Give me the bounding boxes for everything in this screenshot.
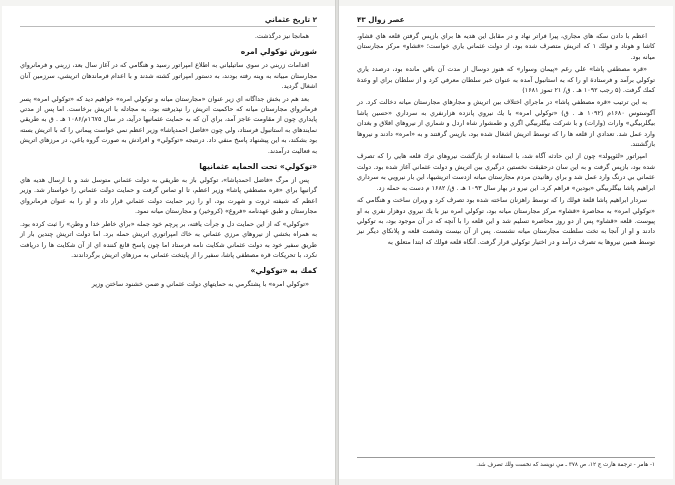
paragraph: «توكولي امره» با پشتگرمي به حمايتهاي دولت عثماني و ضمن خشنود ساختن وزير (91, 280, 309, 289)
paragraph: «قره مصطفي پاشا» علي رغم «پيمان وسوار» كه هنوز دوسال از مدت آن باقي مانده بود، درصدد ياري توكولي برآمد و فرستادة او را كه به استانبول آمده به عنوان خبر سلطان معرفي كرد و از سلطان براي او وعدة كمك گرفت. (۵ رجب ١٠٩٢ هـ . ق/ ٢١ تموز ١۶٨١) (357, 65, 655, 95)
paragraph: اقدامات زربني در سوي ساتيلياني به اطلاع امپراتور رسيد و هنگامي كه در آغاز سال بعد، زربني و فرمانرواي مجارستان مبيانه به وينه رفته بودند، به دستور امپراتور كشته شدند و با اعدام فرماندهان اتريشي، سرزمين آنان اشغال گرديد. (20, 61, 317, 91)
left-page-body (20, 31, 317, 290)
paragraph: امپراتور «لئوپولد» چون از اين حادثه آگاه شد، با استفاده از بازگشت نيروهاي ترك قلعه هايي را كه تصرف شده بود، بازپس گرفت و به اين سان درحقيقت نخستين درگيري بين اتريش و دولت عثماني آغاز شده بود. دولت عثماني بي درنگ وارد عمل شد و براي رهانيدن مردم مجارستان ميانه ازدست اتريشيها، اين بار نيرويي به سرداري ابراهيم پاشا بيگلربيگي «بودين» فراهم كرد. اين نيرو در بهار سال ١٠٩٣ هـ . ق/ ١۶٨٢ م دست به حمله زد. (357, 152, 655, 192)
section-heading: كمك به «توكولي» (250, 266, 317, 276)
left-page-running-title: تاريخ عثماني (264, 14, 311, 24)
left-page (2, 6, 335, 479)
paragraph: بعد هم در بخش جداگانه اي زير عنوان «مجارستان ميانه و توكولي امره» خواهيم ديد كه «توكولي امره» پسر فرمانرواي مجارستان ميانه كه حاكميت اتريش را نپذيرفته بود، به مجادله با اتريش برخاست. اما پس از مدتي پايداري چون از مقاومت عاجز آمد، براي آن كه به حمايت عثمانيها درآيد، در سال ١٦٧٥م/١٠٨۶ هـ . ق به طريقي نمايندهاي به استانبول فرستاد، ولي چون «فاضل احمدپاشا» وزير اعظم نمي خواست پيماني را كه با اتريش بسته بود بشكند، به اين پيشنهاد پاسخ منفي داد. درنتيجه «توكولي» و افرادش به صورت گروه ياغي، در مرزهاي اتريش به فعاليت درآمدند. (20, 94, 318, 155)
right-page-running-title: عصر زوال (368, 14, 405, 24)
right-page-header (357, 12, 655, 27)
paragraph: پس از مرگ «فاضل احمدپاشا»، توكولي باز به طريقي به دولت عثماني متوسل شد و با ارسال هديه هاي گرانبها براي «قره مصطفي پاشا» وزير اعظم، تا او تماس گرفت و حمايت دولت عثماني را خواستار شد. وزير اعظم كه شيفته ثروت و شهرت بود، او را زير حمايت دولت عثماني قرار داد و او را به عنوان فرمانرواي مجارستان و طبق عهدنامه «فروغ» (كروخير) و مجارستان ميانه نمود. (20, 176, 317, 216)
paragraph: به اين ترتيب «قره مصطفي پاشا» در ماجراي اختلاف بين اتريش و مجارهاي مجارستان ميانه دخالت كرد. در آگوستوس ١۶٨٠م (١٠٩٢ هـ . ق) «توكولي امره» با يك نيروي پانزده هزارنفري به سرداري «حسين پاشا بيگلربيگي» وارات (وارات) و با شركت بيگلربيگي اگري و طمشوار شاه اردل و شماري از نيروهاي افلاق و بغدان وارد عمل شد. تعدادي از قلعه ها را كه توسط اتريش اشغال شده بود، بازپس گرفتند و به «امره» دادند و نيروها بازگشتند. (357, 98, 655, 149)
left-page-number: ٢ (312, 14, 317, 24)
left-opening-line: همانجا نيز درگذشت. (254, 32, 309, 40)
paragraph: اعظم با دادن سكه هاي مجاري، پيرا فراتر نهاد و در مقابل اين هديه ها براي بازپس گرفتن قلعه هاي قشاو، كاشا و هوناد و فولك ١ كه اتريش متصرف شده بود، از دولت عثماني ياري خواست؛ «قشاو» مركز مجارستان ميانه بود. (357, 32, 655, 61)
left-page-header (20, 12, 317, 27)
left-page-header-text (265, 15, 317, 24)
right-page-number: ۴۳ (357, 14, 366, 24)
paragraph: «توكولي» كه از اين حمايت دل و جرأت يافته، بر پرچم خود جمله «براي خاطر خدا و وطن» را ثبت كرده بود. به همراه بخشي از نيروهاي مرزي عثماني به خاك امپراتوري اتريش حمله برد. اما دولت اتريش چندين بار از طريق سفير خود به دولت عثماني شكايت نامه فرستاد اما چون پاسخ قانع كننده اي از آن شكايت ها را دريافت نكرد، با تحريكات قره مصطفي پاشا، سفير را از پايتخت عثماني به مرزهاي اتريش برگرداندند. (20, 219, 317, 259)
footnote: ١- هامر - ترجمة هارت ج ١٢، ص ٣٧٨ ـ مي نويسد كه نخست ولك تصرف شد. (357, 457, 655, 469)
section-heading: شورش توكولي امره (240, 47, 317, 57)
right-page-header-text (357, 15, 405, 24)
paragraph: سردار ابراهيم پاشا قلعة فولك را كه توسط راهزنان ساخته شده بود تصرف كرد و ويران ساخت و هنگامي كه «توكولي امره» به محاصرة «قشاو» مركز مجارستان ميانه بود، توكولي امره نيز با يك نيروي دوهزار نفري به او پيوست. قلعه «قشاو» پس از دو روز محاصره تسليم شد و اين قلعه را با آنچه كه در آن موجود بود، به توكولي دادند و او از آنجا به تخت سلطنت مجارستان ميانه نشست. پس از آن بيست وشصت قلعه و پلانكاي ديگر نيز توسط همين نيروها به تصرف درآمد و در اختيار توكولي قرار گرفت. آنگاه قلعه فولك كه ابتدا متعلق به (357, 196, 655, 246)
right-page (339, 6, 673, 479)
section-heading: «توكولي» تحت الحمايه عثمانيها (199, 162, 317, 172)
right-page-body (357, 31, 655, 247)
